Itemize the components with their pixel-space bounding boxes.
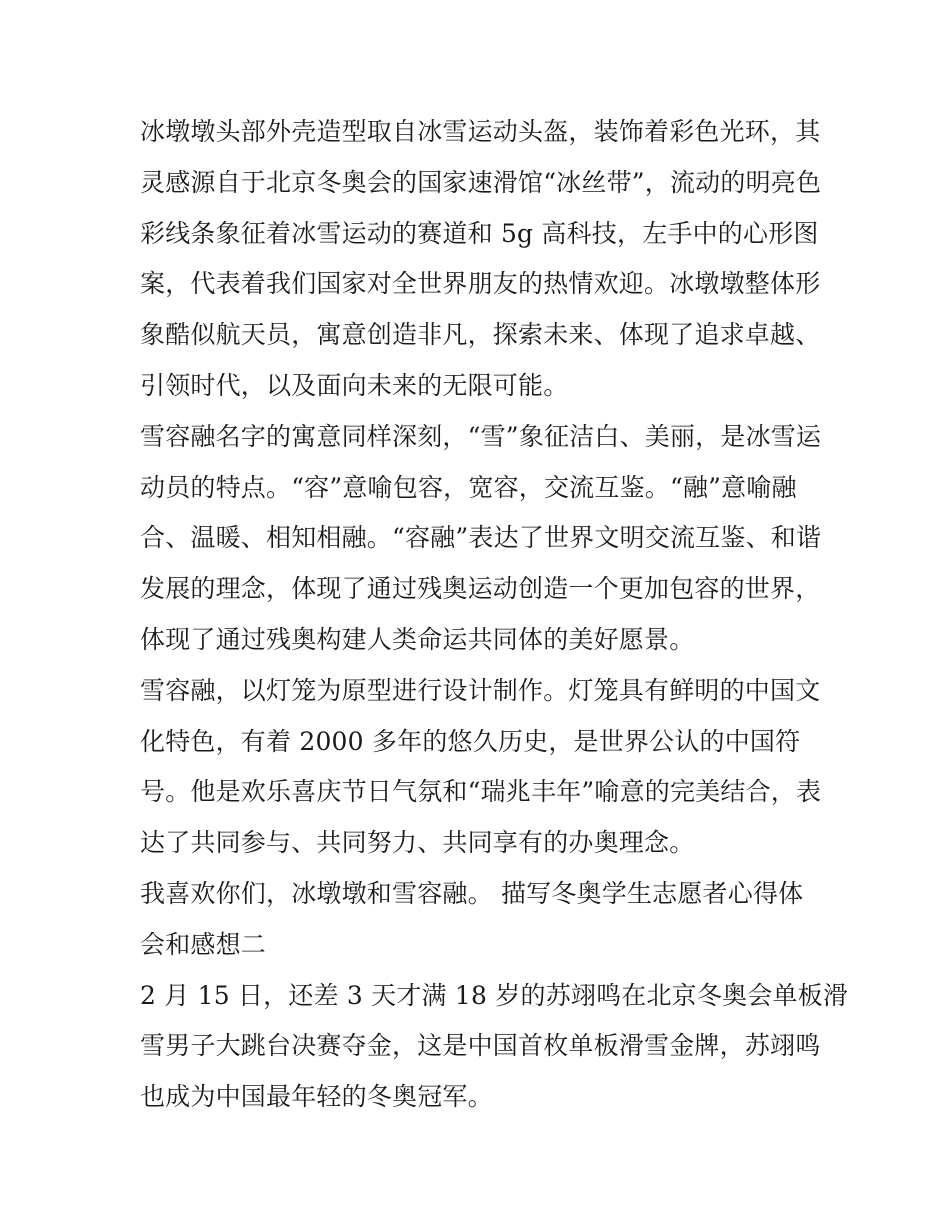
text-line: 雪男子大跳台决赛夺金，这是中国首枚单板滑雪金牌，苏翊鸣 — [140, 1031, 821, 1061]
text-line: 引领时代，以及面向未来的无限可能。 — [140, 370, 569, 400]
text-line: 雪容融，以灯笼为原型进行设计制作。灯笼具有鲜明的中国文 — [140, 675, 821, 705]
text-line: 冰墩墩头部外壳造型取自冰雪运动头盔，装饰着彩色光环，其 — [140, 117, 821, 146]
text-line: 动员的特点。“容”意喻包容，宽容，交流互鉴。“融”意喻融 — [140, 472, 797, 502]
text-line: 彩线条象征着冰雪运动的赛道和 5g 高科技，左手中的心形图 — [140, 218, 819, 248]
text-line: 2 月 15 日，还差 3 天才满 18 岁的苏翊鸣在北京冬奥会单板滑 — [140, 980, 849, 1010]
text-line: 合、温暖、相知相融。“容融”表达了世界文明交流互鉴、和谐 — [140, 523, 822, 553]
text-line: 雪容融名字的寓意同样深刻，“雪”象征洁白、美丽，是冰雪运 — [140, 421, 822, 451]
text-line: 我喜欢你们，冰墩墩和雪容融。 描写冬奥学生志愿者心得体 — [140, 878, 804, 908]
text-line: 灵感源自于北京冬奥会的国家速滑馆“冰丝带”，流动的明亮色 — [140, 167, 822, 197]
text-line: 也成为中国最年轻的冬奥冠军。 — [140, 1082, 493, 1112]
text-line: 会和感想二 — [140, 929, 267, 959]
text-line: 号。他是欢乐喜庆节日气氛和“瑞兆丰年”喻意的完美结合，表 — [140, 777, 822, 807]
text-line: 案，代表着我们国家对全世界朋友的热情欢迎。冰墩墩整体形 — [140, 269, 821, 299]
text-line: 体现了通过残奥构建人类命运共同体的美好愿景。 — [140, 624, 695, 654]
text-line: 化特色，有着 2000 多年的悠久历史，是世界公认的中国符 — [140, 726, 801, 756]
text-line: 达了共同参与、共同努力、共同享有的办奥理念。 — [140, 828, 695, 858]
document-body — [140, 107, 849, 1123]
text-line: 象酷似航天员，寓意创造非凡，探索未来、体现了追求卓越、 — [140, 320, 821, 350]
text-line: 发展的理念，体现了通过残奥运动创造一个更加包容的世界， — [140, 574, 821, 604]
